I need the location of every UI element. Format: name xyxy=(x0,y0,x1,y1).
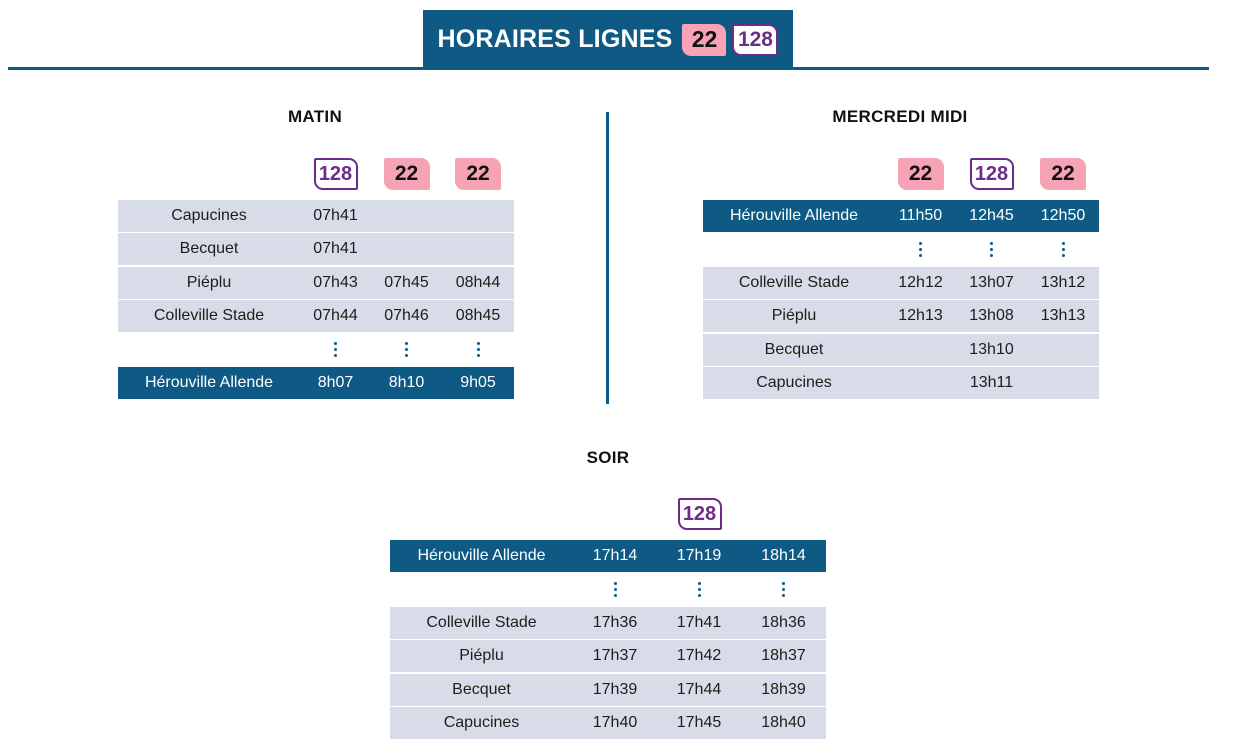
table-row xyxy=(703,367,1099,399)
line-128-badge: 128 xyxy=(970,158,1014,190)
matin-schedule xyxy=(118,155,514,399)
time-cell: 12h12 xyxy=(898,273,943,291)
continuation-row xyxy=(118,334,514,366)
vertical-divider xyxy=(606,112,609,404)
time-cell: 18h36 xyxy=(761,613,806,631)
vertical-dots-icon xyxy=(885,233,956,265)
time-cell: 17h44 xyxy=(676,680,722,698)
soir-title: SOIR xyxy=(586,448,630,467)
time-cell: 17h40 xyxy=(592,714,638,731)
midi-schedule xyxy=(703,155,1099,399)
midi-line-badges xyxy=(703,155,1099,193)
time-cell: 11h50 xyxy=(898,206,943,224)
vertical-dots-icon xyxy=(741,573,826,605)
table-row xyxy=(118,300,514,332)
time-cell: 12h50 xyxy=(1040,206,1086,224)
stop-name: Becquet xyxy=(179,240,239,257)
stop-name: Colleville Stade xyxy=(426,613,537,631)
time-cell: 07h46 xyxy=(384,307,429,324)
matin-title: MATIN xyxy=(287,107,343,126)
time-cell: 17h41 xyxy=(676,613,722,631)
stop-name: Piéplu xyxy=(771,307,817,324)
time-cell: 13h13 xyxy=(1040,307,1086,324)
matin-line-badges xyxy=(118,155,514,193)
stop-name: Capucines xyxy=(171,206,247,224)
time-cell: 13h12 xyxy=(1040,273,1086,291)
time-cell: 17h39 xyxy=(592,680,638,698)
table-row xyxy=(390,674,826,706)
table-row xyxy=(703,300,1099,332)
time-cell: 13h07 xyxy=(969,273,1014,291)
line-128-badge: 128 xyxy=(678,498,722,530)
table-row xyxy=(118,367,514,399)
time-cell: 12h45 xyxy=(969,206,1014,224)
vertical-dots-icon xyxy=(371,334,442,366)
time-cell: 17h19 xyxy=(676,546,722,564)
stop-name: Hérouville Allende xyxy=(729,206,859,224)
line-22-badge: 22 xyxy=(1040,158,1086,190)
time-cell: 17h14 xyxy=(592,546,638,564)
time-cell: 18h37 xyxy=(761,647,806,664)
time-cell: 8h07 xyxy=(317,374,354,391)
line-22-badge: 22 xyxy=(384,158,430,190)
vertical-dots-icon xyxy=(573,573,657,605)
vertical-dots-icon xyxy=(657,573,741,605)
stop-name: Piéplu xyxy=(186,273,232,291)
time-cell: 17h36 xyxy=(592,613,638,631)
stop-name: Hérouville Allende xyxy=(417,546,546,564)
time-cell: 18h40 xyxy=(761,714,806,731)
stop-name: Colleville Stade xyxy=(153,307,265,324)
time-cell: 9h05 xyxy=(460,374,496,391)
line-22-badge: 22 xyxy=(682,24,726,56)
table-row xyxy=(390,540,826,572)
time-cell: 13h08 xyxy=(969,307,1014,324)
stop-name: Piéplu xyxy=(459,647,504,664)
continuation-row xyxy=(703,233,1099,265)
table-row xyxy=(118,267,514,299)
stop-name: Colleville Stade xyxy=(738,273,850,291)
table-row xyxy=(703,334,1099,366)
time-cell: 18h14 xyxy=(761,546,806,564)
time-cell: 17h37 xyxy=(592,647,638,664)
time-cell: 13h11 xyxy=(969,374,1014,391)
soir-line-badges xyxy=(390,495,826,533)
time-cell: 07h44 xyxy=(313,307,358,324)
page-header xyxy=(423,10,793,69)
time-cell: 07h41 xyxy=(313,206,358,224)
page-title: HORAIRES LIGNES xyxy=(437,25,673,53)
time-cell: 07h41 xyxy=(313,240,358,257)
time-cell: 12h13 xyxy=(898,307,943,324)
time-cell: 17h45 xyxy=(676,714,722,731)
line-128-badge: 128 xyxy=(732,24,778,56)
stop-name: Capucines xyxy=(756,374,832,391)
time-cell: 8h10 xyxy=(388,374,425,391)
stop-name: Becquet xyxy=(764,340,824,358)
line-22-badge: 22 xyxy=(455,158,501,190)
table-row xyxy=(703,200,1099,232)
time-cell: 13h10 xyxy=(969,340,1014,358)
midi-title: MERCREDI MIDI xyxy=(832,107,968,126)
vertical-dots-icon xyxy=(300,334,371,366)
table-row xyxy=(118,233,514,265)
table-row xyxy=(118,200,514,232)
time-cell: 18h39 xyxy=(761,680,806,698)
vertical-dots-icon xyxy=(956,233,1027,265)
time-cell: 17h42 xyxy=(676,647,722,664)
vertical-dots-icon xyxy=(1027,233,1099,265)
line-22-badge: 22 xyxy=(898,158,944,190)
time-cell: 07h45 xyxy=(384,273,429,291)
soir-schedule xyxy=(390,495,826,739)
time-cell: 08h44 xyxy=(455,273,501,291)
table-row xyxy=(390,640,826,672)
table-row xyxy=(703,267,1099,299)
time-cell: 07h43 xyxy=(313,273,358,291)
line-128-badge: 128 xyxy=(314,158,358,190)
stop-name: Becquet xyxy=(452,680,511,698)
continuation-row xyxy=(390,573,826,605)
time-cell: 08h45 xyxy=(455,307,501,324)
stop-name: Capucines xyxy=(443,714,520,731)
stop-name: Hérouville Allende xyxy=(144,374,274,391)
vertical-dots-icon xyxy=(442,334,514,366)
table-row xyxy=(390,707,826,739)
table-row xyxy=(390,607,826,639)
